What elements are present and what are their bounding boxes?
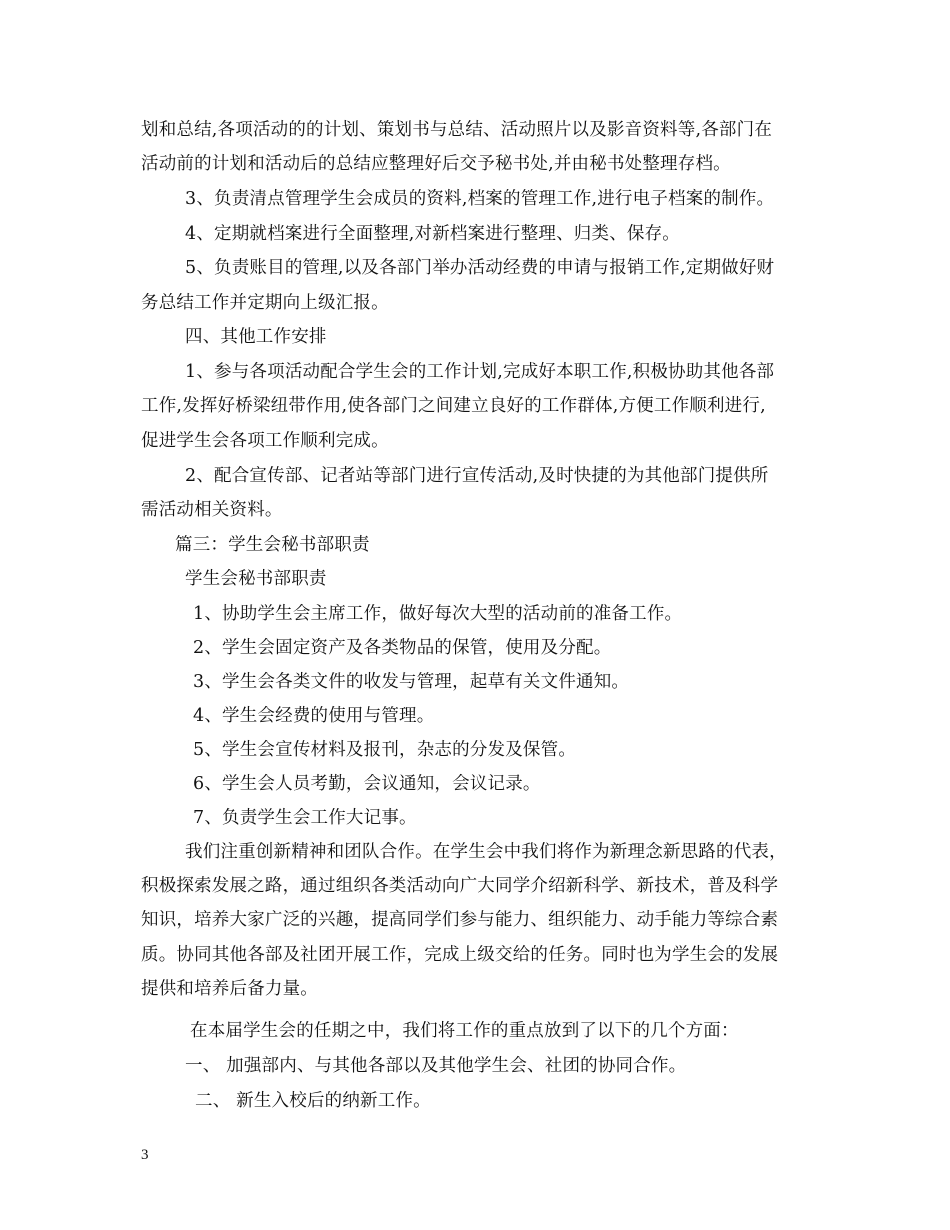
text-line: 务总结工作并定期向上级汇报。 <box>141 293 389 313</box>
text-line: 2、配合宣传部、记者站等部门进行宣传活动,及时快捷的为其他部门提供所 <box>185 466 769 486</box>
text-line: 促进学生会各项工作顺利完成。 <box>141 431 389 451</box>
text-line: 4、定期就档案进行全面整理,对新档案进行整理、归类、保存。 <box>185 224 680 244</box>
list-item: 1、协助学生会主席工作，做好每次大型的活动前的准备工作。 <box>193 604 683 624</box>
text-line: 1、参与各项活动配合学生会的工作计划,完成好本职工作,积极协助其他各部 <box>185 362 775 382</box>
page-number: 3 <box>141 1147 149 1163</box>
section-heading: 四、其他工作安排 <box>185 327 327 347</box>
text-line: 3、负责清点管理学生会成员的资料,档案的管理工作,进行电子档案的制作。 <box>185 189 775 209</box>
text-line: 在本届学生会的任期之中，我们将工作的重点放到了以下的几个方面： <box>190 1021 739 1041</box>
section-heading: 学生会秘书部职责 <box>185 569 327 589</box>
text-line: 划和总结,各项活动的的计划、策划书与总结、活动照片以及影音资料等,各部门在 <box>141 120 773 140</box>
text-line: 二、 新生入校后的纳新工作。 <box>195 1091 431 1111</box>
list-item: 7、负责学生会工作大记事。 <box>193 808 417 828</box>
text-line: 需活动相关资料。 <box>141 500 283 520</box>
text-line: 工作,发挥好桥梁纽带作用,使各部门之间建立良好的工作群体,方便工作顺利进行, <box>141 396 766 416</box>
text-line: 活动前的计划和活动后的总结应整理好后交予秘书处,并由秘书处整理存档。 <box>141 154 731 174</box>
text-line: 质。协同其他各部及社团开展工作，完成上级交给的任务。同时也为学生会的发展 <box>141 945 779 965</box>
text-line: 提供和培养后备力量。 <box>141 979 318 999</box>
text-line: 积极探索发展之路，通过组织各类活动向广大同学介绍新科学、新技术，普及科学 <box>141 876 779 896</box>
list-item: 4、学生会经费的使用与管理。 <box>193 706 435 726</box>
list-item: 5、学生会宣传材料及报刊，杂志的分发及保管。 <box>193 740 577 760</box>
chapter-heading: 篇三：学生会秘书部职责 <box>175 535 370 555</box>
text-line: 知识，培养大家广泛的兴趣，提高同学们参与能力、组织能力、动手能力等综合素 <box>141 910 779 930</box>
list-item: 3、学生会各类文件的收发与管理，起草有关文件通知。 <box>193 672 630 692</box>
text-line: 5、负责账目的管理,以及各部门举办活动经费的申请与报销工作,定期做好财 <box>185 258 775 278</box>
list-item: 2、学生会固定资产及各类物品的保管，使用及分配。 <box>193 638 612 658</box>
list-item: 6、学生会人员考勤，会议通知，会议记录。 <box>193 774 541 794</box>
text-line: 一、 加强部内、与其他各部以及其他学生会、社团的协同合作。 <box>185 1056 687 1076</box>
text-line: 我们注重创新精神和团队合作。在学生会中我们将作为新理念新思路的代表， <box>185 842 787 862</box>
